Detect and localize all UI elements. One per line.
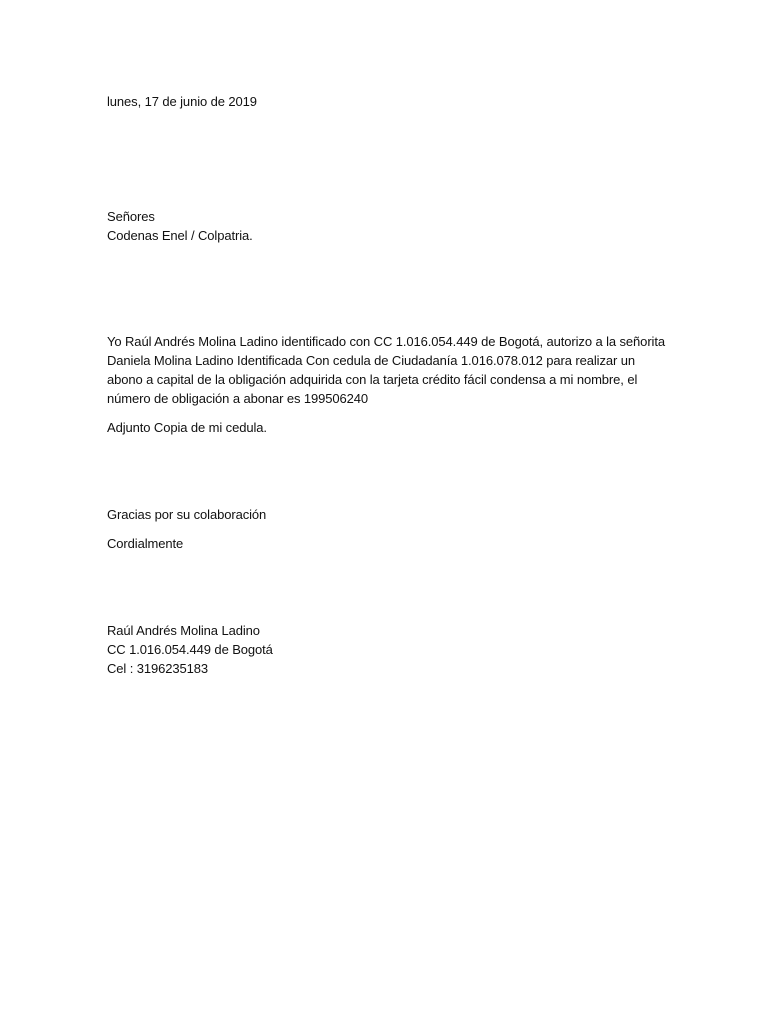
recipient-salutation: Señores — [107, 209, 155, 224]
body-line-2: Daniela Molina Ladino Identificada Con cedula de Ciudadanía 1.016.078.012 para realizar un — [107, 353, 635, 368]
signature-phone: Cel : 3196235183 — [107, 661, 209, 676]
thanks-line: Gracias por su colaboración — [107, 507, 267, 522]
body-line-1: Yo Raúl Andrés Molina Ladino identificado con CC 1.016.054.449 de Bogotá, autorizo a la señorita — [107, 334, 665, 349]
body-line-3: abono a capital de la obligación adquirida con la tarjeta crédito fácil condensa a mi nombre, el — [107, 372, 638, 387]
signature-name: Raúl Andrés Molina Ladino — [107, 623, 260, 638]
attachment-note: Adjunto Copia de mi cedula. — [107, 420, 267, 435]
signature-id: CC 1.016.054.449 de Bogotá — [107, 642, 273, 657]
recipient-organization: Codenas Enel / Colpatria. — [107, 228, 253, 243]
letter-date: lunes, 17 de junio de 2019 — [107, 94, 257, 109]
body-line-4: número de obligación a abonar es 199506240 — [107, 391, 369, 406]
closing-line: Cordialmente — [107, 536, 184, 551]
